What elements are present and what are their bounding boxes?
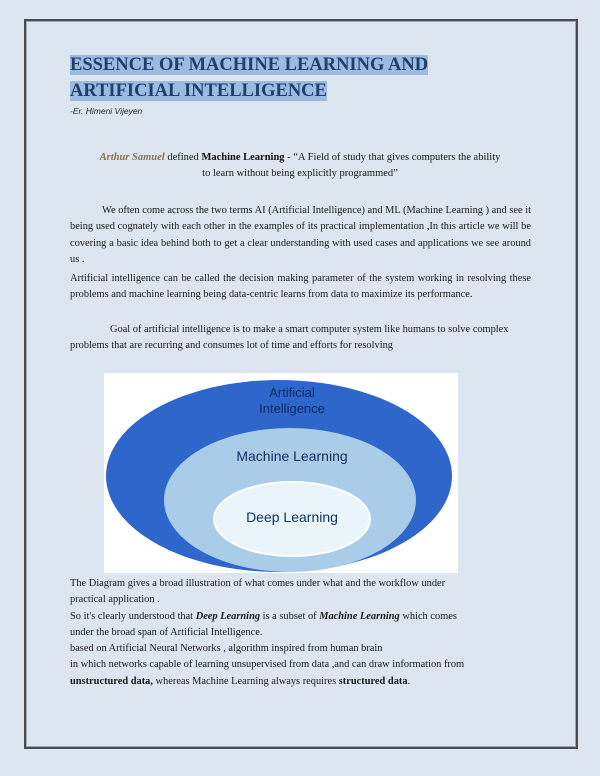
summary-text: whereas Machine Learning always requires: [152, 675, 339, 687]
summary-line-3: [70, 609, 531, 625]
dl-label: Deep Learning: [246, 509, 338, 525]
summary-line-5: based on Artificial Neural Networks , algorithm inspired from human brain: [70, 643, 383, 655]
summary-text: is a subset of: [260, 610, 320, 622]
paragraph-goal-text: Goal of artificial intelligence is to make a smart computer system like humans to solve complex problems that are recurring and consumes lot of time and efforts for resolving: [70, 324, 509, 352]
term-unstructured-data: unstructured data,: [70, 675, 153, 687]
quote-line2: to learn without being explicitly programmed”: [202, 167, 398, 179]
summary-text: which comes: [399, 610, 457, 622]
ml-label: Machine Learning: [236, 448, 348, 464]
title-text: ESSENCE OF MACHINE LEARNING AND ARTIFICIAL INTELLIGENCE: [70, 55, 429, 101]
summary-line-6: in which networks capable of learning unsupervised from data ,and can draw information from: [70, 659, 465, 671]
paragraph-ai-definition: Artificial intelligence can be called the decision making parameter of the system working in resolving these problems and machine learning being data-centric learns from data to maximize its performance.: [70, 273, 531, 301]
summary-line-4: under the broad span of Artificial Intelligence.: [70, 626, 263, 638]
summary-line-7: [70, 674, 531, 690]
quote-person: Arthur Samuel: [99, 152, 165, 163]
term-structured-data: structured data: [338, 675, 408, 687]
paragraph-goal: [70, 322, 531, 355]
author-line: -Er. Himeni Vijeyen: [70, 106, 143, 116]
ai-label-line1: Artificial: [269, 385, 315, 400]
ai-label-line2: Intelligence: [259, 401, 325, 416]
paragraph-intro-text: We often come across the two terms AI (Artificial Intelligence) and ML (Machine Learning ) and see it being used cognately with each other in the examples of its practical implementation ,In this article we will be covering a basic idea behind both to get a clear understanding with used cases and applications we see around us .: [70, 205, 531, 265]
ai-ml-dl-diagram: [104, 373, 458, 573]
definition-quote: [70, 150, 530, 181]
paragraph-summary: [70, 576, 531, 690]
summary-text: So it's clearly understood that: [70, 610, 196, 622]
paragraph-intro: [70, 203, 531, 268]
quote-text: - “A Field of study that gives computers the ability: [284, 152, 501, 163]
page-title: [70, 52, 540, 104]
summary-line-2: practical application .: [70, 594, 160, 606]
summary-text: .: [407, 675, 411, 687]
quote-verb: defined: [164, 152, 202, 163]
quote-term: Machine Learning: [201, 152, 285, 163]
summary-line-1: The Diagram gives a broad illustration of what comes under what and the workflow under: [70, 578, 446, 589]
term-deep-learning: Deep Learning: [195, 610, 261, 622]
term-machine-learning: Machine Learning: [319, 610, 400, 622]
